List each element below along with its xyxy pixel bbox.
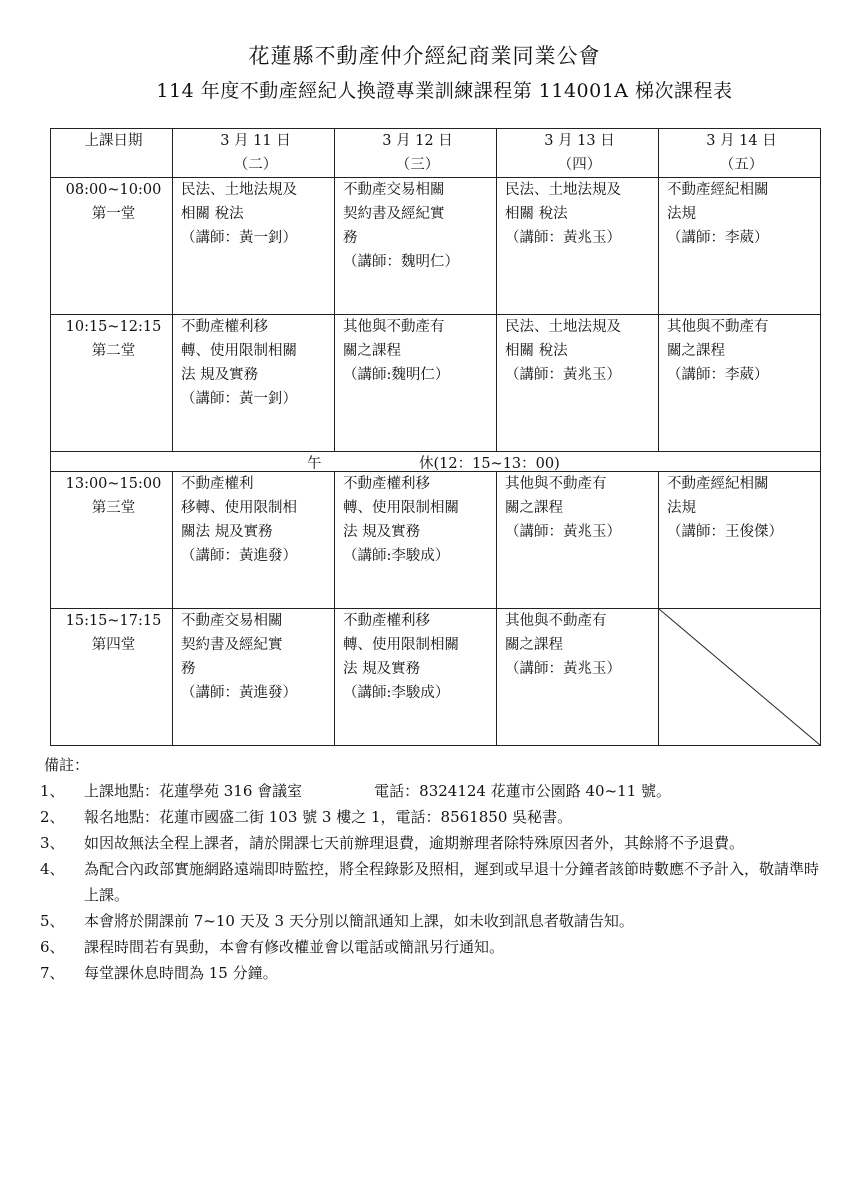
course-cell	[335, 315, 497, 452]
afternoon-periods	[51, 472, 821, 746]
note-text	[84, 856, 820, 908]
course-line: 轉、使用限制相關	[343, 637, 459, 653]
course-line: 相關 稅法	[505, 343, 568, 359]
document-subtitle: 114 年度不動產經紀人換證專業訓練課程第 114001A 梯次課程表	[156, 80, 733, 102]
course-line: 務	[181, 661, 196, 677]
note-item	[40, 934, 820, 960]
course-line: 民法、土地法規及	[181, 182, 297, 198]
course-line: 不動產權利	[181, 476, 254, 492]
note-number: 1、	[40, 782, 65, 800]
note-number: 4、	[40, 860, 65, 878]
period-row	[51, 609, 821, 746]
course-cell	[497, 609, 659, 746]
course-line: 不動產經紀相關	[667, 476, 769, 492]
course-line: 不動產權利移	[343, 613, 430, 629]
course-line: （講師：黃進發）	[181, 548, 297, 564]
course-line: 關之課程	[667, 343, 725, 359]
course-line: 法規	[667, 500, 696, 516]
day-weekday: （四）	[557, 157, 602, 173]
period-time: 13:00~15:00	[65, 476, 162, 492]
morning-periods	[51, 178, 821, 452]
course-line: 法規	[667, 206, 696, 222]
course-line: （講師：王俊傑）	[667, 524, 783, 540]
course-line: 不動產交易相關	[343, 182, 445, 198]
course-line: （講師：黃一釗）	[181, 391, 297, 407]
course-line: 法 規及實務	[343, 524, 421, 540]
header-row	[51, 129, 821, 178]
day-header	[659, 129, 821, 178]
course-line: （講師：李葳）	[667, 367, 769, 383]
note-text	[84, 934, 820, 960]
course-line: （講師：黃進發）	[181, 685, 297, 701]
day-weekday: （二）	[233, 157, 278, 173]
day-weekday: （三）	[395, 157, 440, 173]
notes-title: 備註：	[44, 756, 90, 774]
course-line: 其他與不動產有	[505, 476, 607, 492]
period-time-cell	[51, 609, 173, 746]
document-title: 花蓮縣不動產仲介經紀商業同業公會	[248, 44, 601, 68]
period-name: 第四堂	[91, 637, 136, 653]
course-line: （講師：黃兆玉）	[505, 367, 621, 383]
notes-section	[40, 752, 820, 986]
course-line: 相關 稅法	[505, 206, 568, 222]
course-line: 其他與不動產有	[343, 319, 445, 335]
course-cell	[497, 315, 659, 452]
day-header	[335, 129, 497, 178]
course-line: 法 規及實務	[181, 367, 259, 383]
course-line: 務	[343, 230, 358, 246]
note-item	[40, 960, 820, 986]
course-cell	[335, 472, 497, 609]
course-line: （講師：李葳）	[667, 230, 769, 246]
period-name: 第二堂	[91, 343, 136, 359]
course-line: （講師：魏明仁）	[343, 254, 459, 270]
day-header	[173, 129, 335, 178]
note-text	[84, 804, 820, 830]
note-item	[40, 830, 820, 856]
period-time-cell	[51, 315, 173, 452]
period-row	[51, 315, 821, 452]
note-text	[84, 830, 820, 856]
note-item	[40, 856, 820, 908]
course-cell	[173, 472, 335, 609]
course-line: 其他與不動產有	[667, 319, 769, 335]
day-date: 3 月 12 日	[382, 133, 453, 149]
course-cell	[659, 315, 821, 452]
course-line: 相關 稅法	[181, 206, 244, 222]
course-cell	[335, 178, 497, 315]
course-line: 關法 規及實務	[181, 524, 273, 540]
note-text-main: 每堂課休息時間為 15 分鐘。	[84, 964, 278, 982]
lunch-label: 午	[307, 456, 322, 472]
course-line: 不動產交易相關	[181, 613, 283, 629]
note-text	[84, 778, 820, 804]
course-line: 其他與不動產有	[505, 613, 607, 629]
schedule-table	[50, 128, 821, 746]
course-line: 契約書及經紀實	[181, 637, 283, 653]
course-line: （講師:李駿成）	[343, 548, 450, 564]
day-date: 3 月 14 日	[706, 133, 777, 149]
lunch-break	[51, 452, 821, 472]
lunch-time: 休(12：15~13：00)	[419, 456, 560, 472]
course-line: 民法、土地法規及	[505, 182, 621, 198]
course-line: （講師：黃兆玉）	[505, 661, 621, 677]
note-item	[40, 778, 820, 804]
course-cell	[173, 609, 335, 746]
day-date: 3 月 13 日	[544, 133, 615, 149]
course-line: 轉、使用限制相關	[343, 500, 459, 516]
course-line: 轉、使用限制相關	[181, 343, 297, 359]
course-line: 關之課程	[505, 500, 563, 516]
course-line: 關之課程	[343, 343, 401, 359]
period-row	[51, 178, 821, 315]
period-name: 第一堂	[91, 206, 136, 222]
note-number: 2、	[40, 808, 65, 826]
course-line: 民法、土地法規及	[505, 319, 621, 335]
course-line: 不動產權利移	[181, 319, 268, 335]
note-text-main: 本會將於開課前 7~10 天及 3 天分別以簡訊通知上課，如未收到訊息者敬請告知。	[84, 912, 634, 930]
course-line: （講師：黃兆玉）	[505, 524, 621, 540]
corner-label: 上課日期	[51, 129, 173, 178]
note-text-main: 上課地點：花蓮學苑 316 會議室	[84, 782, 303, 800]
course-cell	[497, 178, 659, 315]
period-time: 15:15~17:15	[65, 613, 162, 629]
period-time-cell	[51, 178, 173, 315]
course-cell	[659, 178, 821, 315]
notes-list	[40, 778, 820, 986]
note-number: 6、	[40, 938, 65, 956]
course-line: 不動產經紀相關	[667, 182, 769, 198]
course-cell	[659, 472, 821, 609]
note-text-extra: 電話：8324124 花蓮市公園路 40~11 號。	[374, 782, 672, 800]
course-cell	[173, 315, 335, 452]
note-text	[84, 960, 820, 986]
note-text	[84, 908, 820, 934]
note-text-main: 為配合內政部實施網路遠端即時監控，將全程錄影及照相，遲到或早退十分鐘者該節時數應不予計入，敬請準時上課。	[84, 860, 820, 904]
empty-slot	[659, 609, 821, 746]
day-date: 3 月 11 日	[220, 133, 291, 149]
day-weekday: （五）	[719, 157, 764, 173]
course-line: （講師：黃一釗）	[181, 230, 297, 246]
day-header	[497, 129, 659, 178]
period-time-cell	[51, 472, 173, 609]
note-item	[40, 908, 820, 934]
course-line: （講師:魏明仁）	[343, 367, 450, 383]
period-name: 第三堂	[91, 500, 136, 516]
course-cell	[497, 472, 659, 609]
course-line: 契約書及經紀實	[343, 206, 445, 222]
note-text-main: 課程時間若有異動，本會有修改權並會以電話或簡訊另行通知。	[84, 938, 505, 956]
course-line: 法 規及實務	[343, 661, 421, 677]
course-line: （講師：黃兆玉）	[505, 230, 621, 246]
course-cell	[173, 178, 335, 315]
note-number: 3、	[40, 834, 65, 852]
course-line: 不動產權利移	[343, 476, 430, 492]
period-row	[51, 472, 821, 609]
note-number: 5、	[40, 912, 65, 930]
note-text-main: 如因故無法全程上課者，請於開課七天前辦理退費，逾期辦理者除特殊原因者外，其餘將不予退費。	[84, 834, 745, 852]
note-text-main: 報名地點：花蓮市國盛二街 103 號 3 樓之 1，電話：8561850 吳秘書。	[84, 808, 573, 826]
period-time: 10:15~12:15	[65, 319, 162, 335]
course-line: （講師:李駿成）	[343, 685, 450, 701]
period-time: 08:00~10:00	[65, 182, 162, 198]
diagonal-slash	[659, 609, 820, 745]
note-number: 7、	[40, 964, 65, 982]
lunch-row	[51, 452, 821, 472]
course-cell	[335, 609, 497, 746]
note-item	[40, 804, 820, 830]
course-line: 移轉、使用限制相	[181, 500, 297, 516]
course-line: 關之課程	[505, 637, 563, 653]
